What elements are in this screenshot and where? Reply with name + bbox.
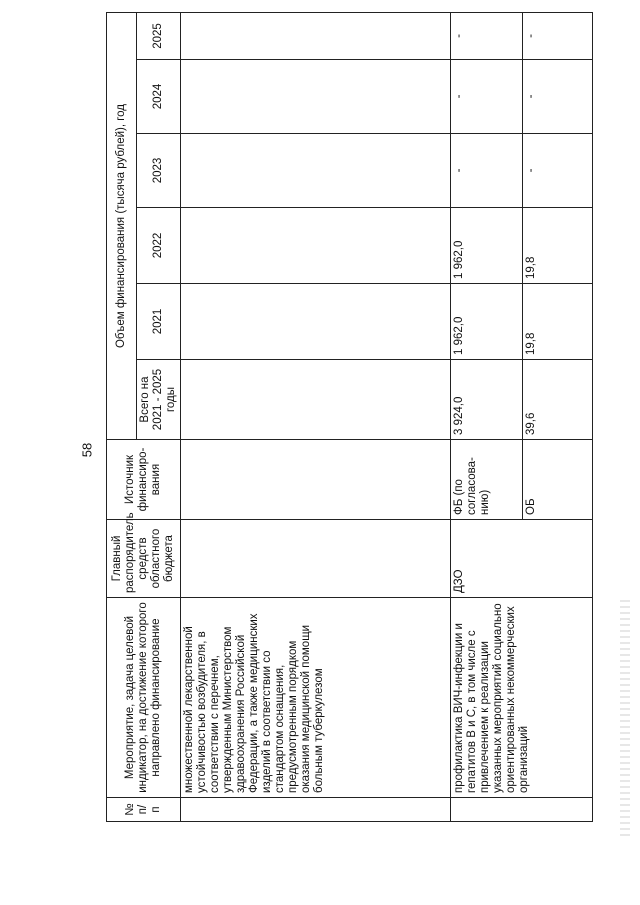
cell-activity: профилактика ВИЧ-инфекции и гепатитов В и С, в том числе с привлечением к реализации указанных мероприятий социально ориентированных некоммерческих организаций [451,598,593,798]
cell-2023: - [451,134,523,208]
scan-margin-mark [620,600,630,840]
header-num: № п/п [107,798,181,822]
cell-2022 [181,208,451,284]
cell-source: ФБ (по согласова-нию) [451,440,523,520]
cell-activity: множественной лекарственной устойчивостью возбудителя, в соответствии с перечнем, утвержденным Министерством здравоохранения Российской Федерации, а также медицинских изделий в соответствии со стандартом оснащения, предусмотренным порядком оказания медицинской помощи больным туберкулезом [181,598,451,798]
cell-total: 39,6 [523,360,593,440]
cell-2023 [181,134,451,208]
header-2024: 2024 [137,60,181,134]
header-total: Всего на 2021 - 2025 годы [137,360,181,440]
financing-table [106,12,593,822]
cell-2022: 1 962,0 [451,208,523,284]
table-rotation-wrapper [106,23,594,822]
rotated-table-area [106,23,594,822]
header-manager: Главный распорядитель средств областного бюджета [107,520,181,598]
page-number-text: 58 [79,442,95,458]
cell-total: 3 924,0 [451,360,523,440]
cell-2024: - [451,60,523,134]
cell-2021: 19,8 [523,284,593,360]
table-row [181,12,451,821]
cell-manager: ДЗО [451,520,593,598]
cell-total [181,360,451,440]
cell-2021: 1 962,0 [451,284,523,360]
cell-2024 [181,60,451,134]
header-source: Источник финансиро-вания [107,440,181,520]
header-2021: 2021 [137,284,181,360]
header-2025: 2025 [137,12,181,59]
cell-2021 [181,284,451,360]
cell-2022: 19,8 [523,208,593,284]
cell-2025: - [523,12,593,59]
table-row [451,12,523,821]
header-2022: 2022 [137,208,181,284]
cell-num [451,798,593,822]
cell-num [181,798,451,822]
page-number [79,436,95,464]
cell-2025: - [451,12,523,59]
header-activity: Мероприятие, задача целевой индикатор, на достижение которого направлено финансирование [107,598,181,798]
cell-source [181,440,451,520]
cell-2023: - [523,134,593,208]
cell-manager [181,520,451,598]
header-2023: 2023 [137,134,181,208]
cell-2024: - [523,60,593,134]
cell-source: ОБ [523,440,593,520]
header-volume: Объем финансирования (тысяча рублей), год [107,12,137,439]
cell-2025 [181,12,451,59]
